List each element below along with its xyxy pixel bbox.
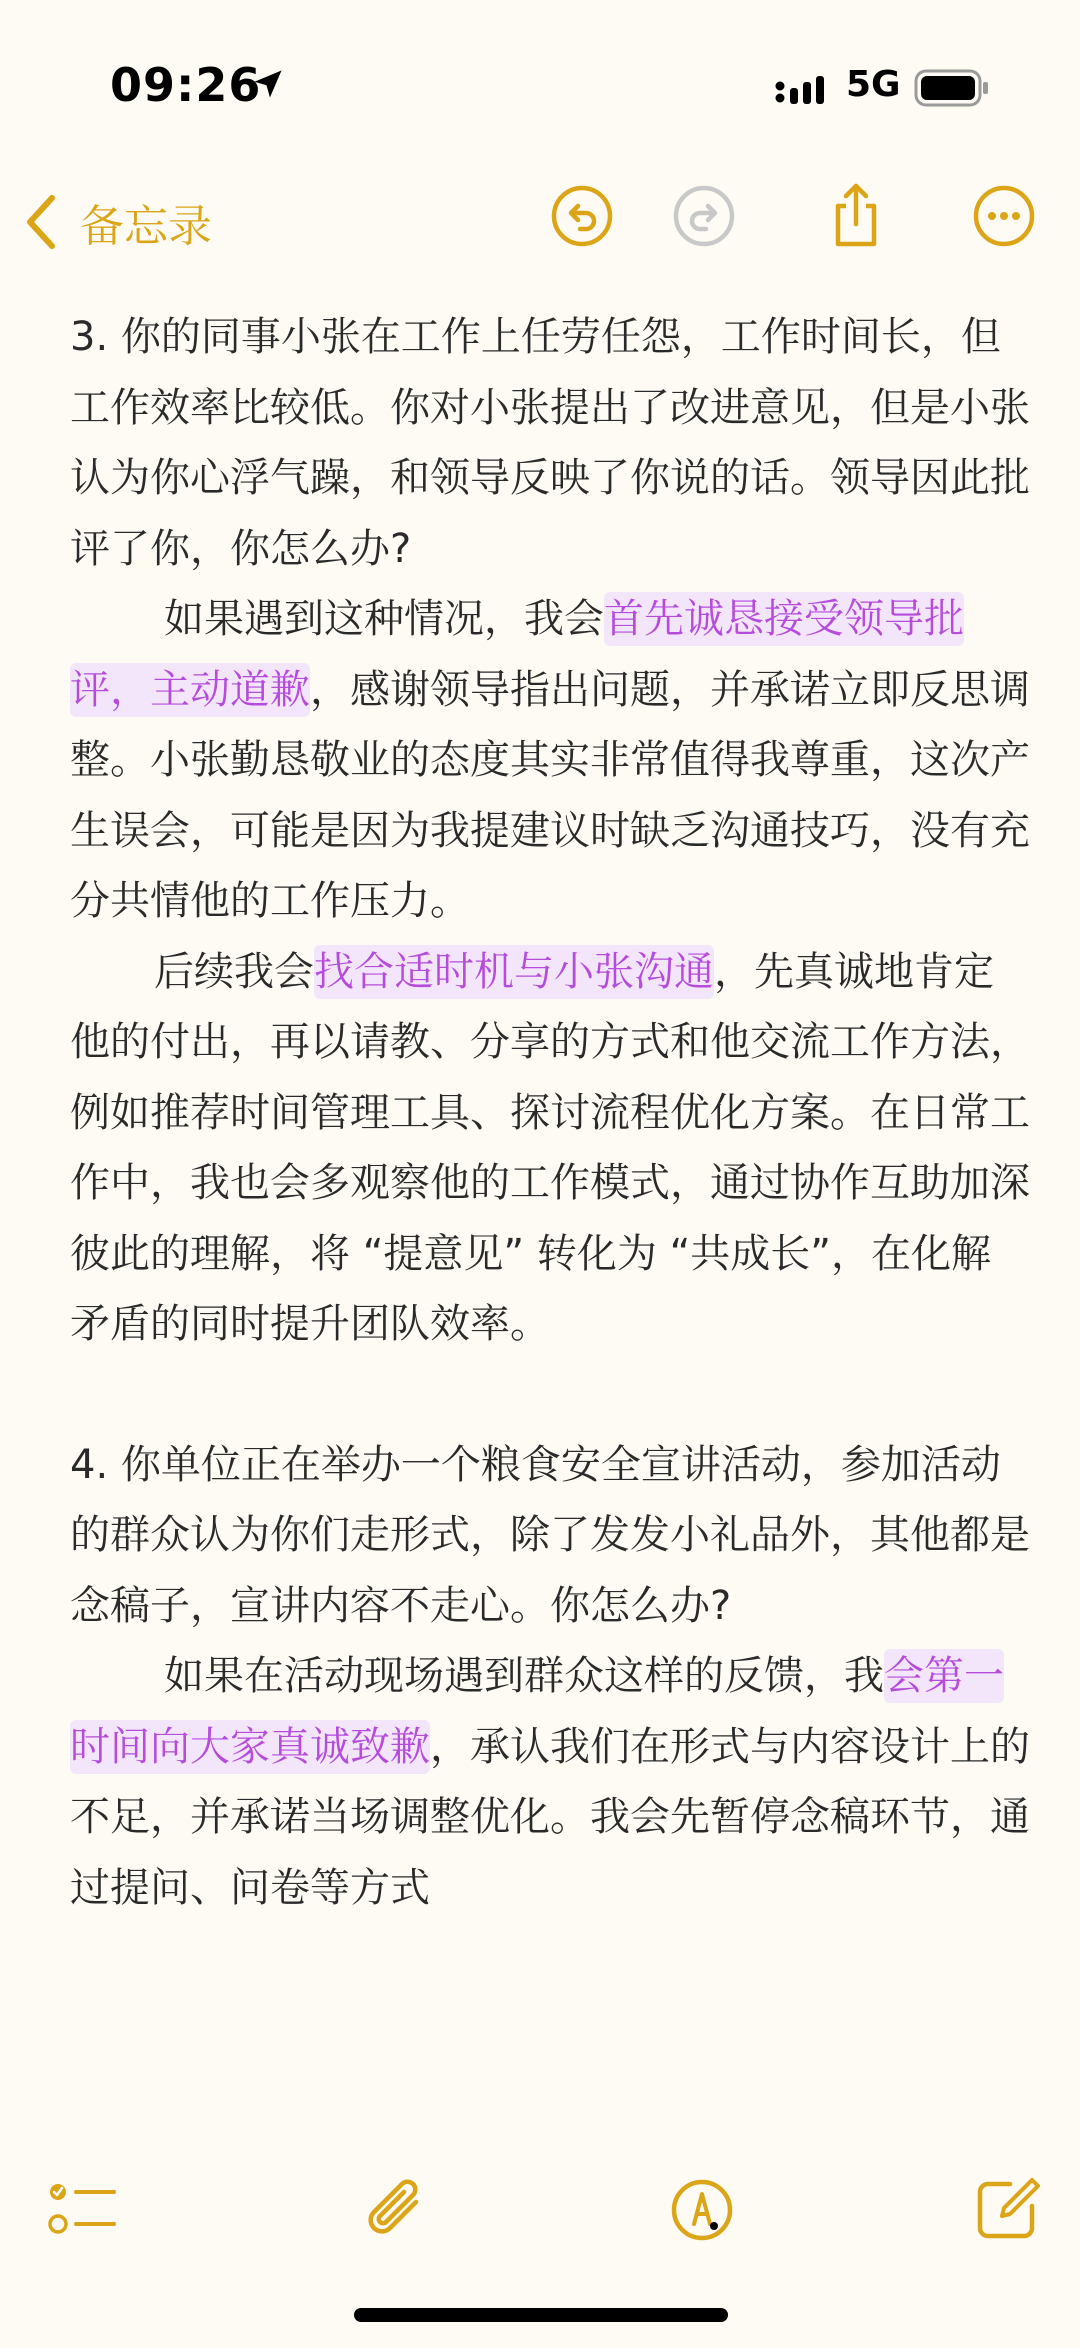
share-icon[interactable] (822, 182, 890, 250)
redo-icon[interactable] (670, 182, 738, 250)
question-4: 4. 你单位正在举办一个粮食安全宣讲活动，参加活动的群众认为你们走形式，除了发发小礼品外，其他都是念稿子，宣讲内容不走心。你怎么办? (70, 1441, 1030, 1629)
highlighted-text: 会第一时间向大家真诚致歉 (70, 1649, 1004, 1774)
blank-line (70, 1360, 1030, 1430)
status-bar (0, 0, 1080, 170)
location-arrow-icon (250, 66, 286, 102)
question-3: 3. 你的同事小张在工作上任劳任怨，工作时间长，但工作效率比较低。你对小张提出了改进意见，但是小张认为你心浮气躁，和领导反映了你说的话。领导因此批评了你，你怎么办? (70, 314, 1030, 572)
highlighted-text: 找合适时机与小张沟通 (314, 945, 714, 999)
note-body[interactable] (70, 302, 1030, 1923)
back-label: 备忘录 (80, 201, 212, 252)
text-run: 如果遇到这种情况，我会 (164, 596, 604, 642)
text-run: ，感谢领导指出问题，并承诺立即反思调整。小张勤恳敬业的态度其实非常值得我尊重，这次产生误会，可能是因为我提建议时缺乏沟通技巧，没有充分共情他的工作压力。 (70, 666, 1030, 924)
status-time: 09:26 (110, 58, 262, 112)
text-run: 后续我会 (154, 948, 314, 995)
text-run: ，承认我们在形式与内容设计上的不足，并承诺当场调整优化。我会先暂停念稿环节，通过提问、问卷等方式 (70, 1723, 1030, 1911)
more-icon[interactable] (970, 182, 1038, 250)
text-run: ，先真诚地肯定他的付出，再以请教、分享的方式和他交流工作方法，例如推荐时间管理工具、探讨流程优化方案。在日常工作中，我也会多观察他的工作模式，通过协作互助加深彼此的理解，将 “提意见” 转化为 “共成长”，在化解矛盾的同时提升团队效率。 (70, 948, 1030, 1347)
note-toolbar (0, 170, 1080, 270)
compose-icon[interactable] (970, 2172, 1046, 2248)
back-button[interactable] (24, 184, 212, 260)
bottom-toolbar (0, 2160, 1080, 2270)
checklist-icon[interactable] (44, 2172, 120, 2248)
paperclip-icon[interactable] (358, 2172, 434, 2248)
answer-3-paragraph-1 (70, 584, 1030, 937)
chevron-left-icon (24, 192, 58, 252)
text-run: 如果在活动现场遇到群众这样的反馈，我 (164, 1653, 884, 1699)
battery-icon (914, 68, 990, 108)
answer-3-paragraph-2 (70, 937, 1030, 1360)
answer-4-paragraph-1 (70, 1641, 1030, 1923)
markup-pen-icon[interactable] (664, 2172, 740, 2248)
network-type: 5G (846, 64, 901, 105)
undo-icon[interactable] (548, 182, 616, 250)
home-indicator (354, 2308, 728, 2322)
highlighted-text: 首先诚恳接受领导批评，主动道歉 (70, 592, 964, 717)
signal-bars-icon (774, 74, 834, 106)
